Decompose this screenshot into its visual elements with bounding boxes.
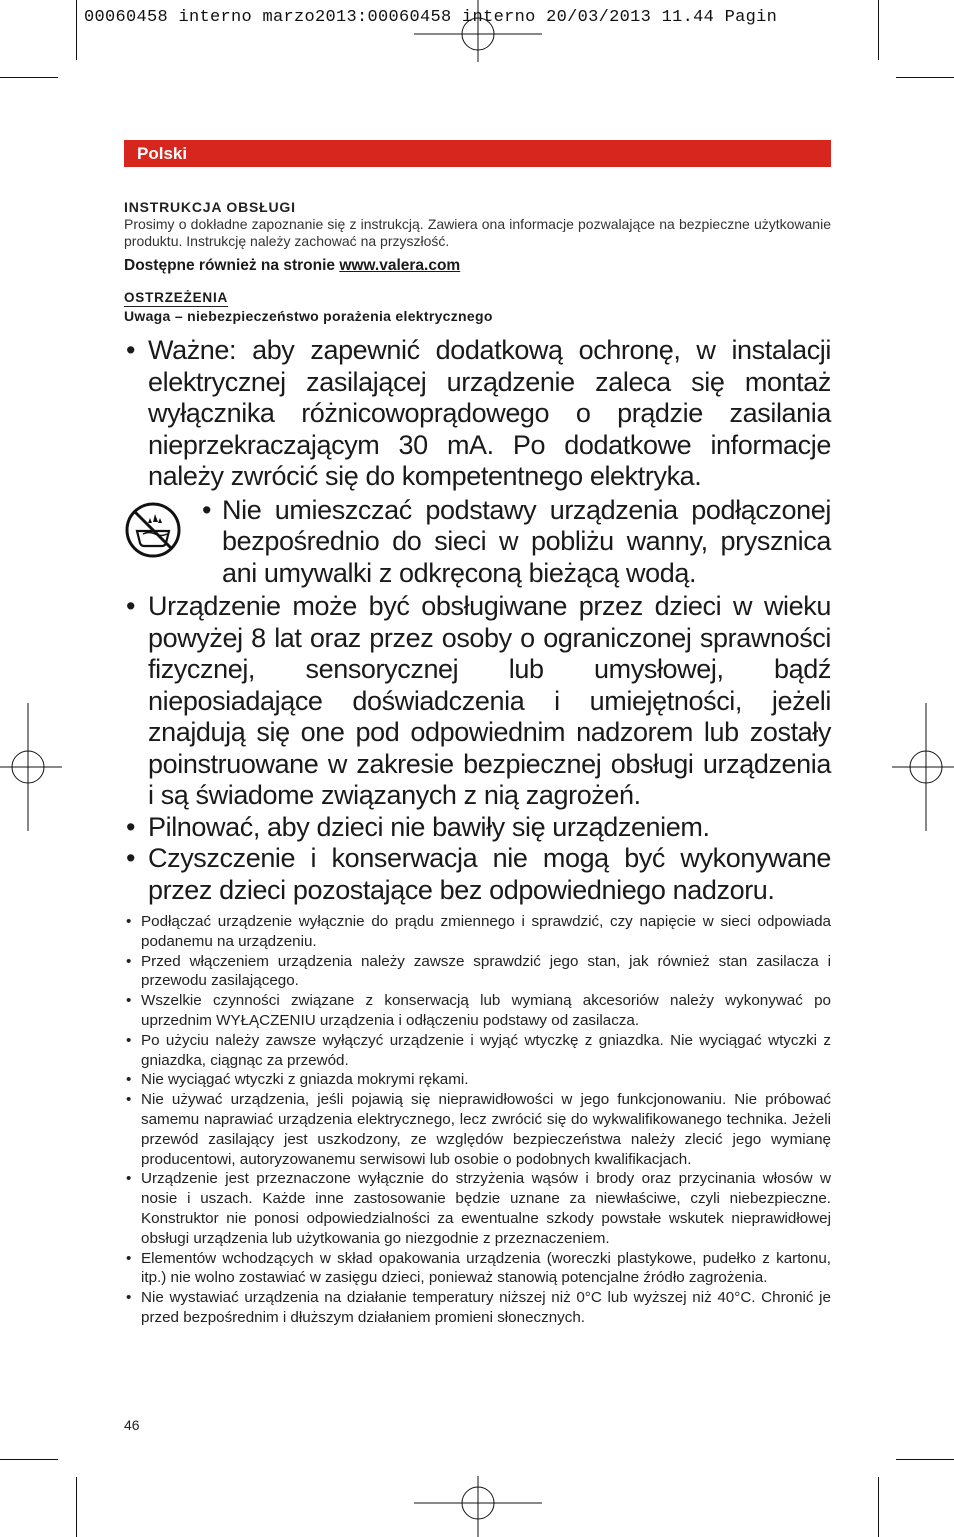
crop-mark <box>878 0 879 60</box>
list-item: • Czyszczenie i konserwacja nie mogą być wykonywane przez dzieci pozostające bez odpowiedniego nadzoru. <box>124 843 831 906</box>
list-item: • Urządzenie może być obsługiwane przez dzieci w wieku powyżej 8 lat oraz przez osoby o ograniczonej sprawności fizycznej, sensorycznej lub umysłowej, bądź nieposiadające doświadczenia i umiejętności, jeżeli znajdują się one pod odpowiednim nadzorem lub zostały poinstruowane w zakresie bezpiecznej obsługi urządzenia i są świadome związanych z nią zagrożeń. <box>124 591 831 812</box>
list-item: • Wszelkie czynności związane z konserwacją lub wymianą akcesoriów należy wykonywać po uprzednim WYŁĄCZENIU urządzenia i odłączeniu podstawy od zasilacza. <box>124 991 831 1031</box>
list-item: • Elementów wchodzących w skład opakowania urządzenia (woreczki plastykowe, pudełko z kartonu, itp.) nie wolno zostawiać w zasięgu dzieci, ponieważ stanowią potencjalne źródło zagrożenia. <box>124 1249 831 1289</box>
icon-warning-list <box>200 495 831 590</box>
list-item: • Pilnować, aby dzieci nie bawiły się urządzeniem. <box>124 812 831 844</box>
list-item: • Przed włączeniem urządzenia należy zawsze sprawdzić jego stan, jak również stan zasilacza i przewodu zasilającego. <box>124 952 831 992</box>
list-item: • Urządzenie jest przeznaczone wyłącznie do strzyżenia wąsów i brody oraz przycinania włosów w nosie i uszach. Każde inne zastosowanie będzie uznane za niewłaściwe, czyli niebezpieczne. Konstruktor nie ponosi odpowiedzialności za ewentualne szkody powstałe wskutek nieprawidłowej obsługi urządzenia lub użytkowania go niezgodnie z przeznaczeniem. <box>124 1169 831 1248</box>
major-warnings-list <box>124 335 831 493</box>
no-water-bath-icon <box>124 501 182 559</box>
printer-slug: 00060458 interno marzo2013:00060458 interno 20/03/2013 11.44 Pagin <box>84 8 778 27</box>
warnings-heading: OSTRZEŻENIA <box>124 290 229 305</box>
page-number: 46 <box>124 1417 140 1433</box>
list-item: • Nie umieszczać podstawy urządzenia podłączonej bezpośrednio do sieci w pobliżu wanny, prysznica ani umywalki z odkręconą bieżącą wodą. <box>200 495 831 590</box>
registration-mark-bottom <box>414 1476 542 1537</box>
list-item: • Ważne: aby zapewnić dodatkową ochronę, w instalacji elektrycznej zasilającej urządzenie zaleca się montaż wyłącznika różnicowoprądowego o prądzie zasilania nieprzekraczającym 30 mA. Po dodatkowe informacje należy zwrócić się do kompetentnego elektryka. <box>124 335 831 493</box>
registration-mark-right <box>892 703 954 831</box>
availability-line <box>124 256 831 276</box>
page-content <box>124 198 831 1328</box>
crop-mark <box>896 1459 954 1460</box>
registration-mark-left <box>0 703 62 831</box>
crop-mark <box>0 77 58 78</box>
list-item: • Po użyciu należy zawsze wyłączyć urządzenie i wyjąć wtyczkę z gniazdka. Nie wyciągać wtyczki z gniazdka, ciągnąc za przewód. <box>124 1031 831 1071</box>
list-item: • Nie wystawiać urządzenia na działanie temperatury niższej niż 0°C lub wyższej niż 40°C. Chronić je przed bezpośrednim i dłuższym działaniem promieni słonecznych. <box>124 1288 831 1328</box>
crop-mark <box>0 1459 58 1460</box>
major-warnings-list-2 <box>124 591 831 906</box>
crop-mark <box>896 77 954 78</box>
icon-warning-row <box>124 495 831 590</box>
list-item: • Nie wyciągać wtyczki z gniazda mokrymi rękami. <box>124 1070 831 1090</box>
registration-mark-top <box>414 0 542 62</box>
warnings-subheading: Uwaga – niebezpieczeństwo porażenia elektrycznego <box>124 308 493 324</box>
website-link[interactable]: www.valera.com <box>339 257 461 274</box>
crop-mark <box>878 1477 879 1537</box>
instructions-intro: Prosimy o dokładne zapoznanie się z instrukcją. Zawiera ona informacje pozwalające na bezpieczne użytkowanie produktu. Instrukcję należy zachować na przyszłość. <box>124 216 831 249</box>
crop-mark <box>76 1477 77 1537</box>
instructions-heading: INSTRUKCJA OBSŁUGI <box>124 199 296 215</box>
list-item: • Podłączać urządzenie wyłącznie do prądu zmiennego i sprawdzić, czy napięcie w sieci odpowiada podanemu na urządzeniu. <box>124 912 831 952</box>
minor-warnings-list <box>124 912 831 1328</box>
crop-mark <box>76 0 77 60</box>
language-header-bar <box>124 140 831 167</box>
language-label: Polski <box>137 144 188 163</box>
list-item: • Nie używać urządzenia, jeśli pojawią się nieprawidłowości w jego funkcjonowaniu. Nie próbować samemu naprawiać urządzenia elektrycznego, lecz zwrócić się do wykwalifikowanego technika. Jeżeli przewód zasilający jest uszkodzony, ze względów bezpieczeństwa należy zlecić jego wymianę producentowi, autoryzowanemu serwisowi lub osobie o podobnych kwalifikacjach. <box>124 1090 831 1169</box>
availability-prefix: Dostępne również na stronie <box>124 257 340 274</box>
